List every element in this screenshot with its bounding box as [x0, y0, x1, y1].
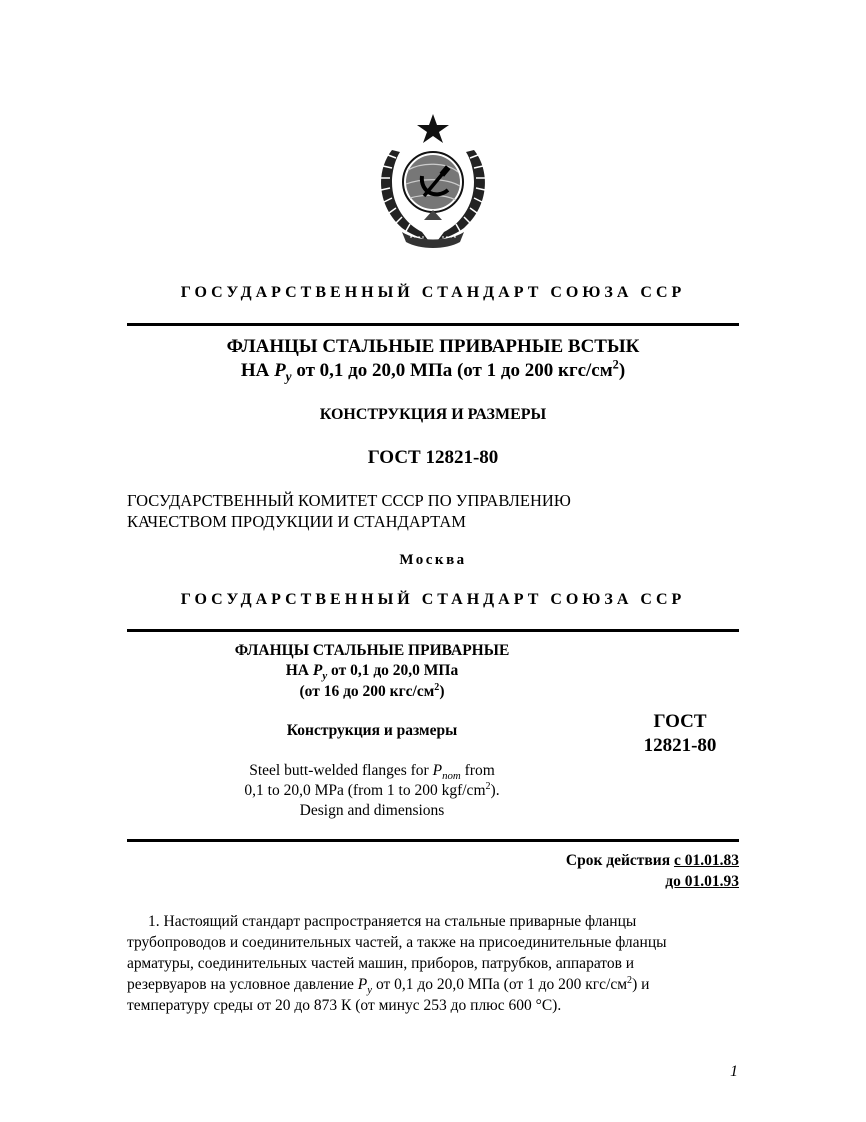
exponent-2: 2 — [434, 681, 440, 693]
cover-title-line1: ФЛАНЦЫ СТАЛЬНЫЕ ПРИВАРНЫЕ ВСТЫК — [226, 336, 640, 357]
title-line2 — [172, 662, 572, 683]
paragraph-line4-mid: от 0,1 до 20,0 МПа (от 1 до 200 кгс/см — [372, 976, 628, 993]
paragraph-pressure-subscript: у — [367, 984, 373, 997]
english-title-line1 — [172, 762, 572, 783]
validity-from: с 01.01.83 — [673, 852, 739, 869]
exponent: 2 — [612, 357, 619, 372]
pressure-symbol-2: P — [312, 662, 323, 679]
english-title-line2 — [172, 782, 572, 800]
paragraph-exponent: 2 — [627, 974, 633, 986]
subtitle: Конструкция и размеры — [286, 722, 458, 739]
divider — [127, 323, 739, 326]
committee-line2: КАЧЕСТВОМ ПРОДУКЦИИ И СТАНДАРТАМ — [127, 512, 466, 531]
english-title-line3: Design and dimensions — [299, 802, 445, 819]
en-line1-suffix: from — [460, 762, 495, 779]
cover-subtitle: КОНСТРУКЦИЯ И РАЗМЕРЫ — [319, 406, 547, 423]
cover-title-line2-suffix: от 0,1 до 20,0 МПа (от 1 до 200 кгс/см — [291, 360, 613, 381]
title-line3 — [172, 683, 572, 701]
pressure-subscript: у — [285, 368, 292, 384]
en-line2-suffix: ). — [490, 782, 500, 799]
paragraph-line4-prefix: резервуаров на условное давление — [127, 976, 358, 993]
title-line3-prefix: (от 16 до 200 кгс/см — [299, 683, 435, 700]
committee-line1: ГОСУДАРСТВЕННЫЙ КОМИТЕТ СССР ПО УПРАВЛЕНИЮ — [127, 491, 571, 510]
title-line1: ФЛАНЦЫ СТАЛЬНЫЕ ПРИВАРНЫЕ — [234, 642, 510, 659]
validity-label: Срок действия — [565, 852, 674, 869]
divider-3 — [127, 839, 739, 842]
state-emblem-icon — [362, 110, 504, 252]
title-line2-suffix: от 0,1 до 20,0 МПа — [327, 662, 459, 679]
paragraph-line4-suffix: ) и — [632, 976, 650, 993]
paragraph-line1: 1. Настоящий стандарт распространяется на стальные приварные фланцы — [148, 913, 637, 930]
paragraph-line4 — [127, 974, 649, 996]
en-pressure-subscript: nom — [442, 770, 461, 783]
city: Москва — [399, 552, 467, 568]
cover-title-line2 — [127, 357, 739, 384]
paragraph-line5: температуру среды от 20 до 873 К (от минус 253 до плюс 600 °С). — [127, 997, 562, 1014]
en-pressure-symbol: P — [432, 762, 443, 779]
gost-label: ГОСТ — [653, 711, 707, 732]
divider-2 — [127, 629, 739, 632]
state-standard-header: ГОСУДАРСТВЕННЫЙ СТАНДАРТ СОЮЗА ССР — [180, 284, 686, 301]
pressure-symbol: P — [274, 360, 286, 381]
page-number: 1 — [730, 1063, 738, 1080]
paragraph-pressure-symbol: P — [357, 976, 368, 993]
paragraph-line2: трубопроводов и соединительных частей, а также на присоединительные фланцы — [127, 934, 667, 951]
cover-title-line2-prefix: НА — [240, 360, 275, 381]
gost-number: 12821-80 — [643, 735, 717, 756]
en-line2-prefix: 0,1 to 20,0 MPa (from 1 to 200 kgf/cm — [244, 782, 486, 799]
validity-line1 — [566, 852, 739, 870]
validity-to: до 01.01.93 — [665, 873, 739, 890]
paragraph-line3: арматуры, соединительных частей машин, приборов, патрубков, аппаратов и — [127, 955, 635, 972]
state-standard-header-2: ГОСУДАРСТВЕННЫЙ СТАНДАРТ СОЮЗА ССР — [180, 591, 686, 608]
en-exponent: 2 — [485, 780, 491, 792]
pressure-subscript-2: у — [322, 670, 328, 683]
cover-gost: ГОСТ 12821-80 — [367, 447, 499, 468]
en-line1-prefix: Steel butt-welded flanges for — [249, 762, 433, 779]
close-paren-2: ) — [439, 683, 445, 700]
title-line2-prefix: НА — [285, 662, 313, 679]
close-paren: ) — [618, 360, 626, 381]
